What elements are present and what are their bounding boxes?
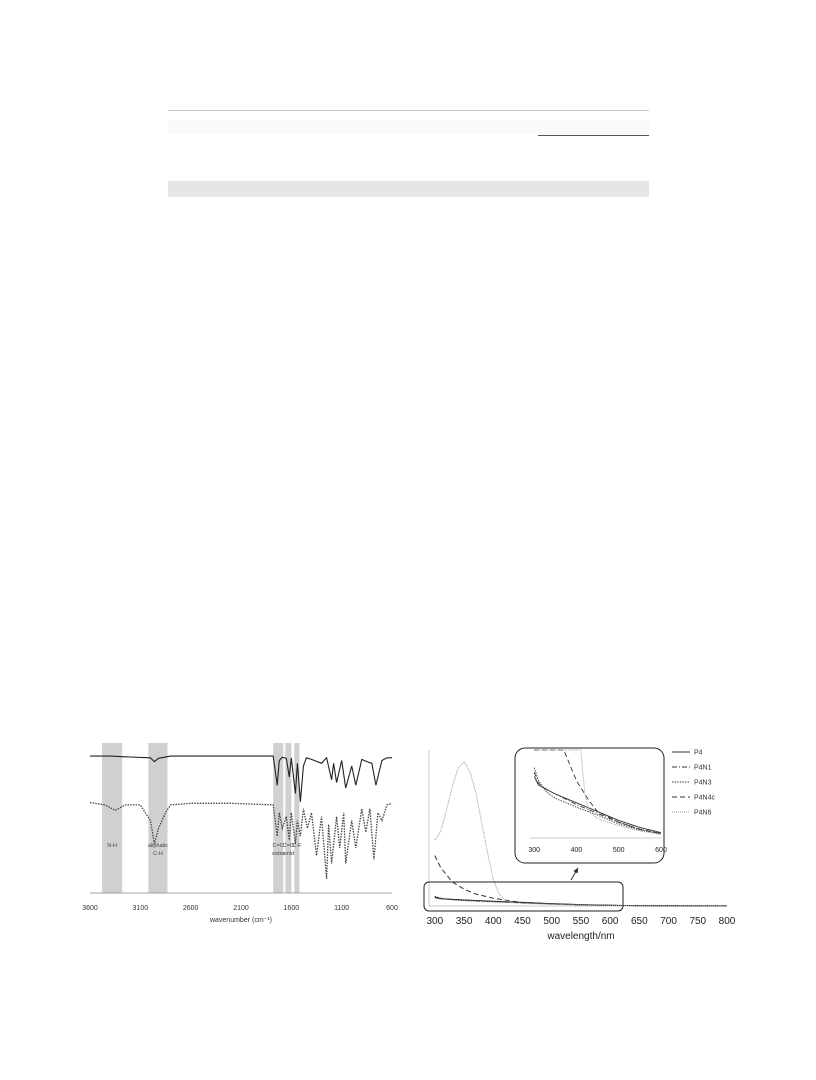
ir-band-label: ester bbox=[272, 851, 285, 857]
ir-spectrum-chart bbox=[80, 735, 400, 930]
uv-x-tick-label: 350 bbox=[455, 916, 473, 927]
ir-band-label: C=O bbox=[282, 843, 295, 849]
uv-spectrum-chart bbox=[415, 740, 750, 945]
uv-x-tick-label: 650 bbox=[631, 916, 648, 927]
ir-band-0 bbox=[102, 743, 122, 893]
ir-series-group bbox=[90, 756, 392, 879]
uv-inset-tick-label: 300 bbox=[528, 847, 541, 854]
uv-x-axis-label: wavelength/nm bbox=[547, 931, 615, 942]
table-header-band bbox=[168, 120, 649, 134]
uv-x-tick-label: 500 bbox=[543, 916, 561, 927]
legend-label-P4N1: P4N1 bbox=[694, 764, 712, 772]
ir-band-label: C-H bbox=[153, 851, 163, 857]
uv-x-tick-label: 700 bbox=[660, 916, 677, 927]
ir-band-label: amid bbox=[282, 851, 295, 857]
ir-band-label: N-H bbox=[107, 843, 118, 849]
uv-x-tick-label: 800 bbox=[718, 916, 736, 927]
ir-highlight-bands bbox=[102, 743, 302, 893]
ir-x-tick-label: 600 bbox=[386, 905, 398, 912]
uv-x-tick-label: 750 bbox=[689, 916, 707, 927]
uv-legend bbox=[672, 750, 716, 817]
uv-x-ticks bbox=[426, 916, 735, 927]
ir-x-axis-label: wavenumber (cm⁻¹) bbox=[209, 917, 273, 924]
uv-x-tick-label: 300 bbox=[426, 916, 444, 927]
ir-series-1 bbox=[90, 756, 392, 802]
uv-x-tick-label: 550 bbox=[572, 916, 590, 927]
uv-zoom-region-box bbox=[424, 882, 623, 911]
uv-inset-tick-label: 600 bbox=[655, 847, 667, 854]
ir-x-tick-label: 3100 bbox=[132, 905, 149, 912]
ir-x-tick-label: 2600 bbox=[182, 905, 199, 912]
legend-label-P4N6: P4N6 bbox=[694, 809, 712, 817]
ir-band-label: C=O bbox=[272, 843, 284, 849]
ir-x-ticks bbox=[82, 905, 398, 912]
uv-inset-tick-label: 400 bbox=[570, 847, 583, 854]
legend-label-P4N4c: P4N4c bbox=[694, 794, 716, 802]
uv-inset-tick-label: 500 bbox=[612, 847, 625, 854]
uv-inset-box bbox=[515, 748, 664, 863]
ir-x-tick-label: 1100 bbox=[334, 905, 350, 912]
legend-label-P4: P4 bbox=[694, 749, 703, 757]
table-subheader-rule bbox=[538, 135, 649, 136]
uv-x-tick-label: 400 bbox=[484, 916, 502, 927]
ir-band-1 bbox=[148, 743, 167, 893]
ir-x-tick-label: 3600 bbox=[82, 905, 98, 912]
ir-band-label: aliphatic bbox=[147, 843, 169, 849]
ir-x-tick-label: 1600 bbox=[283, 905, 300, 912]
ir-band-label: C-F bbox=[292, 843, 302, 849]
legend-label-P4N3: P4N3 bbox=[694, 779, 712, 787]
ir-series-2 bbox=[90, 803, 392, 879]
uv-x-tick-label: 450 bbox=[514, 916, 531, 927]
table-shaded-row bbox=[168, 181, 649, 197]
uv-x-tick-label: 600 bbox=[601, 916, 619, 927]
table-top-rule bbox=[168, 110, 649, 111]
ir-x-tick-label: 2100 bbox=[233, 905, 249, 912]
